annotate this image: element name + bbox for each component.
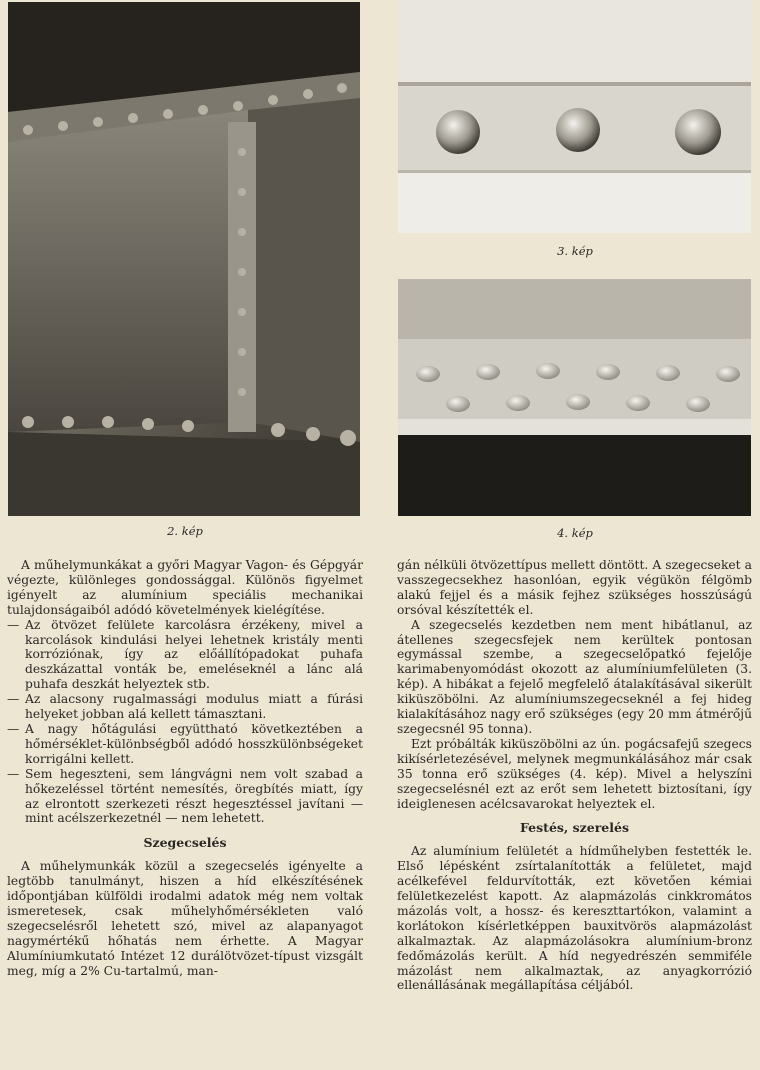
painting-paragraph: Az alumínium felületét a hídműhelyben festették le. Első lépésként zsírtalanították a felületet, majd acélkefével feldurvították, ezt követően kémiai felületkezelést kapott. Az alapmázolás cinkkromátos mázolás volt, a hossz- és kereszttartókon, valamint a korlátokon kísérletképpen bauxitvörös alapmázolást alkalmaztak. Az alapmázolásokra alumínium-bronz fedőmázolás került. A híd negyedrészén semmiféle mázolást nem alkalmaztak, az anyagkorrózió ellenállásának megállapítása céljából. (397, 844, 752, 993)
pogacsa-rivet-paragraph: Ezt próbálták kiküszöbölni az ún. pogácsafejű szegecs kikísérletezésével, melynek megmunkálásához már csak 35 tonna erő szükséges (4. kép). Mivel a helyszíni szegecselésnél ezt az erőt sem lehetett biztosítani, így ideiglenesen acélcsavarokat helyeztek el. (397, 736, 752, 811)
intro-paragraph: A műhelymunkákat a győri Magyar Vagon- és Gépgyár végezte, különleges gondossággal. Különös figyelmet igényelt az alumínium speciális mechanikai tulajdonságaiból adódó követelmények kielégítése. (7, 558, 363, 617)
right-text-column (397, 558, 752, 993)
riveting-defects-paragraph: A szegecselés kezdetben nem ment hibátlanul, az átellenes szegecsfejek nem kerültek pontosan egymással szembe, a szegecselőpatkó fejelője karimabenyomódást okozott az alumíniumfelületen (3. kép). A hibákat a fejelő megfelelő átalakításával sikerült kiküszöbölni. Az alumíniumszegecseknél a fej hideg kialakításához nagy erő szükséges (egy 20 mm átmérőjű szegecsnél 95 tonna). (397, 617, 752, 736)
figure-4-photo (398, 279, 751, 516)
figure-2-photo (8, 2, 360, 516)
section-heading-painting: Festés, szerelés (519, 820, 629, 836)
list-item: — Az ötvözet felülete karcolásra érzékeny, mivel a karcolások kindulási helyei lehetnek kristály menti korróziónak, így az előállítópadokat puhafa deszkázattal vonták be, emeléseknél a lánc alá puhafa deszkát helyeztek stb. (7, 618, 363, 693)
riveting-paragraph: A műhelymunkák közül a szegecselés igényelte a legtöbb tanulmányt, hiszen a híd elkészítésének időpontjában külföldi irodalmi adatok még nem voltak ismeretesek, csak műhelyhőmérsékleten való szegecselésről lehetett szó, mivel az alapanyagot nagymértékű hőhatás nem érhette. A Magyar Alumíniumkutató Intézet 12 durálötvözet-típust vizsgált meg, míg a 2% Cu-tartalmú, man- (7, 859, 363, 978)
figure-3-photo (398, 0, 751, 233)
list-item: — Sem hegeszteni, sem lángvágni nem volt szabad a hőkezeléssel történt nemesítés, öregbítés miatt, így az elrontott szerkezeti részt hegesztéssel javítani — mint acélszerkezetnél — nem lehetett. (7, 767, 363, 827)
figure-4-caption: 4. kép (557, 526, 593, 540)
list-item: — Az alacsony rugalmassági modulus miatt a fúrási helyeket jobban alá kellett támasztani. (7, 692, 363, 722)
left-text-column (7, 558, 363, 978)
list-item: — A nagy hőtágulási együttható következtében a hőmérséklet-különbségből adódó hosszkülönbségeket korrigálni kellett. (7, 722, 363, 767)
figure-3-caption: 3. kép (557, 244, 593, 258)
requirements-list (7, 618, 363, 827)
continuation-paragraph: gán nélküli ötvözettípus mellett döntött. A szegecseket a vasszegecsekhez hasonlóan, egyik végükön félgömb alakú fejjel és a másik fejhez szükséges hosszúságú orsóval készítették el. (397, 558, 752, 617)
figure-2-caption: 2. kép (167, 524, 203, 538)
section-heading-riveting: Szegecselés (143, 835, 227, 851)
